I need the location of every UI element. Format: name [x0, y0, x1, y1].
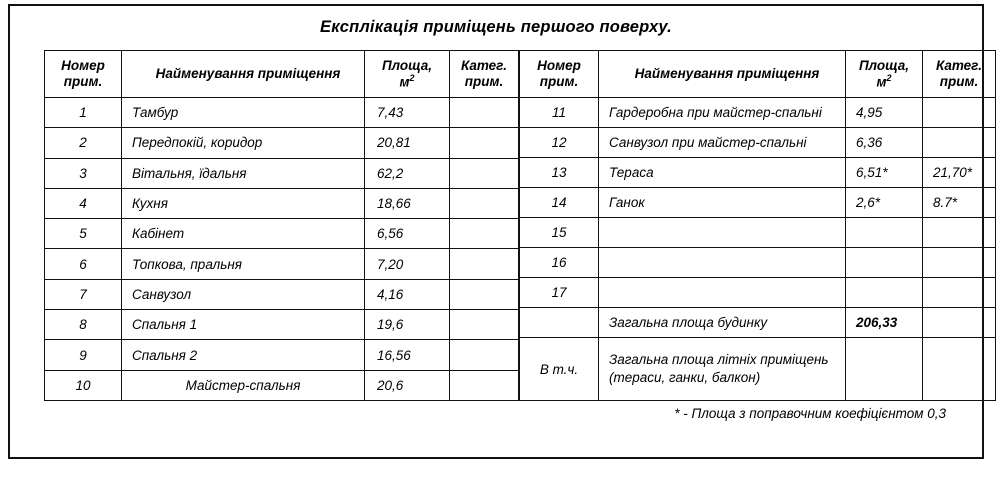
tables-container	[10, 50, 982, 401]
table-row	[45, 128, 519, 158]
cell-name	[599, 248, 846, 278]
cell-name: Передпокій, коридор	[122, 128, 365, 158]
cell-name: Тераса	[599, 158, 846, 188]
cell-area: 18,66	[365, 188, 450, 218]
cell-number: 15	[520, 218, 599, 248]
exploitation-table-left	[44, 50, 519, 401]
cell-name: Санвузол	[122, 279, 365, 309]
table-row	[520, 218, 996, 248]
table-row	[45, 370, 519, 400]
table-row	[45, 279, 519, 309]
cell-number: 11	[520, 98, 599, 128]
header-area-unit: $м^2$	[399, 73, 415, 90]
cell-number: 16	[520, 248, 599, 278]
cell-name: Кухня	[122, 188, 365, 218]
cell-name: Тамбур	[122, 98, 365, 128]
table-header-left	[45, 51, 519, 98]
header-number-line1: Номер	[61, 58, 105, 74]
cell-area: 2,6*	[846, 188, 923, 218]
cell-number: 17	[520, 278, 599, 308]
header-area	[846, 51, 923, 98]
cell-area: 19,6	[365, 310, 450, 340]
table-row	[45, 310, 519, 340]
table-row	[520, 188, 996, 218]
cell-name: Кабінет	[122, 219, 365, 249]
cell-category	[450, 340, 519, 370]
table-row	[45, 98, 519, 128]
table-row	[45, 249, 519, 279]
table-row	[45, 158, 519, 188]
cell-category: 21,70*	[923, 158, 996, 188]
table-row	[520, 278, 996, 308]
summer-area-value	[846, 338, 923, 401]
header-number-line2: прим.	[539, 74, 579, 89]
header-name: Найменування приміщення	[599, 51, 846, 98]
cell-name: Топкова, пральня	[122, 249, 365, 279]
header-category-line1: Катег.	[461, 58, 507, 74]
table-row	[520, 248, 996, 278]
table-row	[520, 98, 996, 128]
header-number	[45, 51, 122, 98]
header-area-line1: Площа,	[858, 57, 910, 73]
header-category-line1: Катег.	[936, 58, 982, 74]
table-row	[520, 128, 996, 158]
header-area-unit-sup: 2	[886, 73, 892, 84]
cell-area: 16,56	[365, 340, 450, 370]
table-body-right	[520, 98, 996, 401]
cell-name: Санвузол при майстер-спальні	[599, 128, 846, 158]
cell-category	[450, 128, 519, 158]
header-area-line1: Площа,	[381, 57, 433, 73]
in-that-number-label: В т.ч.	[520, 338, 599, 401]
cell-category	[923, 218, 996, 248]
cell-number: 2	[45, 128, 122, 158]
header-number-line1: Номер	[537, 58, 581, 74]
cell-number: 10	[45, 370, 122, 400]
header-number-line2: прим.	[63, 74, 103, 89]
page-title: Експлікація приміщень першого поверху.	[320, 18, 672, 36]
cell-category	[923, 278, 996, 308]
summer-area-label-line1: Загальна площа літніх приміщень	[609, 351, 829, 367]
cell-category	[923, 128, 996, 158]
table-header-row	[45, 51, 519, 98]
cell-number: 13	[520, 158, 599, 188]
table-row	[45, 188, 519, 218]
cell-number: 3	[45, 158, 122, 188]
cell-number: 7	[45, 279, 122, 309]
header-category	[923, 51, 996, 98]
cell-area: 20,6	[365, 370, 450, 400]
cell-name: Майстер-спальня	[122, 370, 365, 400]
cell-area	[846, 248, 923, 278]
cell-name: Спальня 2	[122, 340, 365, 370]
cell-category	[450, 370, 519, 400]
cell-category	[923, 98, 996, 128]
cell-category	[923, 248, 996, 278]
header-area-unit: $м^2$	[876, 73, 892, 90]
table-row	[45, 219, 519, 249]
cell-category: 8.7*	[923, 188, 996, 218]
cell-name: Ганок	[599, 188, 846, 218]
cell-area: 7,20	[365, 249, 450, 279]
summer-area-label	[599, 338, 846, 401]
cell-name	[599, 278, 846, 308]
table-row	[520, 158, 996, 188]
cell-area: 62,2	[365, 158, 450, 188]
cell-area	[846, 278, 923, 308]
table-header-right	[520, 51, 996, 98]
header-category-line2: прим.	[939, 74, 979, 89]
footnote: * - Площа з поправочним коефіцієнтом 0,3	[674, 406, 946, 421]
cell-number: 1	[45, 98, 122, 128]
header-category	[450, 51, 519, 98]
table-body-left	[45, 98, 519, 401]
cell-category	[450, 158, 519, 188]
cell-name: Вітальня, їдальня	[122, 158, 365, 188]
cell-empty	[923, 308, 996, 338]
header-category-line2: прим.	[464, 74, 504, 89]
cell-area	[846, 218, 923, 248]
total-area-label: Загальна площа будинку	[599, 308, 846, 338]
cell-number: 4	[45, 188, 122, 218]
document-sheet	[8, 4, 984, 459]
cell-area: 20,81	[365, 128, 450, 158]
cell-number: 5	[45, 219, 122, 249]
table-row	[45, 340, 519, 370]
cell-name: Спальня 1	[122, 310, 365, 340]
cell-category	[450, 279, 519, 309]
cell-category	[450, 188, 519, 218]
cell-area: 6,36	[846, 128, 923, 158]
exploitation-table-right	[519, 50, 996, 401]
cell-number: 8	[45, 310, 122, 340]
cell-area: 4,16	[365, 279, 450, 309]
total-area-value: 206,33	[846, 308, 923, 338]
cell-area: 6,51*	[846, 158, 923, 188]
cell-empty	[520, 308, 599, 338]
table-header-row	[520, 51, 996, 98]
cell-category	[450, 310, 519, 340]
cell-category	[450, 249, 519, 279]
cell-number: 12	[520, 128, 599, 158]
cell-number: 6	[45, 249, 122, 279]
summary-row-summer	[520, 338, 996, 401]
summer-area-category	[923, 338, 996, 401]
header-area-unit-sup: 2	[409, 73, 415, 84]
cell-name	[599, 218, 846, 248]
cell-area: 7,43	[365, 98, 450, 128]
cell-category	[450, 219, 519, 249]
header-number	[520, 51, 599, 98]
cell-area: 4,95	[846, 98, 923, 128]
cell-area: 6,56	[365, 219, 450, 249]
summary-row-total	[520, 308, 996, 338]
header-area	[365, 51, 450, 98]
cell-name: Гардеробна при майстер-спальні	[599, 98, 846, 128]
cell-number: 9	[45, 340, 122, 370]
summer-area-label-line2: (тераси, ганки, балкон)	[609, 370, 761, 385]
cell-category	[450, 98, 519, 128]
cell-number: 14	[520, 188, 599, 218]
header-name: Найменування приміщення	[122, 51, 365, 98]
